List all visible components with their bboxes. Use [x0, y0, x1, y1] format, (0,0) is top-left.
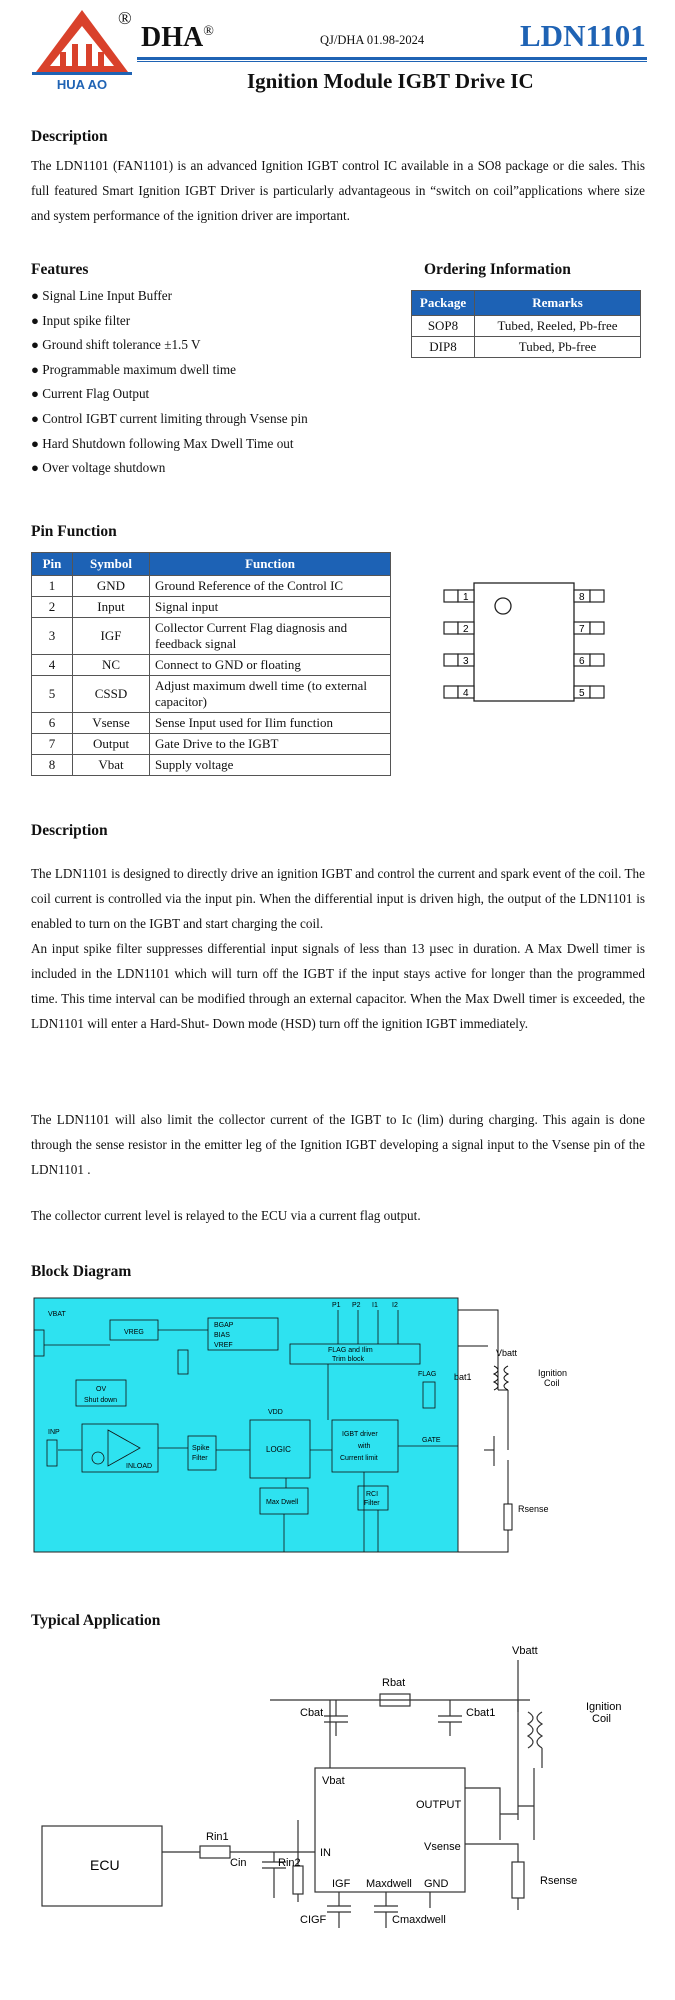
- table-cell: 6: [32, 713, 73, 734]
- label-maxdwell: Max Dwell: [266, 1499, 299, 1506]
- col-symbol: Symbol: [73, 553, 150, 576]
- pin-number: 6: [579, 656, 585, 667]
- table-cell: Tubed, Reeled, Pb-free: [475, 316, 641, 337]
- feature-item: ● Signal Line Input Buffer: [31, 288, 173, 303]
- feature-item: ● Input spike filter: [31, 312, 131, 328]
- table-row: [412, 337, 641, 358]
- standard-number: QJ/DHA 01.98-2024: [320, 33, 425, 47]
- label-ov: OV: [96, 1386, 107, 1393]
- col-pin: Pin: [32, 553, 73, 576]
- feature-item: ● Hard Shutdown following Max Dwell Time out: [31, 435, 294, 451]
- table-cell: GND: [73, 576, 150, 597]
- brand-name: DHA®: [141, 22, 214, 53]
- label-coil-2: Coil: [544, 1378, 560, 1388]
- document-title: Ignition Module IGBT Drive IC: [247, 69, 534, 93]
- table-cell: SOP8: [412, 316, 475, 337]
- col-function: Function: [150, 553, 391, 576]
- table-cell: 5: [32, 676, 73, 713]
- label-cbat1: Cbat1: [466, 1707, 496, 1719]
- table-cell: CSSD: [73, 676, 150, 713]
- label-rcfilter: Filter: [364, 1500, 380, 1507]
- label-rin1: Rin1: [206, 1831, 229, 1843]
- label-vref: VREF: [214, 1342, 233, 1349]
- feature-item: ● Programmable maximum dwell time: [31, 361, 237, 377]
- package-outline: [440, 580, 610, 710]
- label-p1: P1: [332, 1302, 341, 1309]
- table-cell: 1: [32, 576, 73, 597]
- table-cell: 8: [32, 755, 73, 776]
- label-inload: INLOAD: [126, 1463, 153, 1470]
- table-cell: Connect to GND or floating: [150, 655, 391, 676]
- typical-application-heading: Typical Application: [31, 1612, 161, 1629]
- ordering-header-row: [412, 291, 641, 316]
- label-vsense: Vsense: [424, 1841, 461, 1853]
- label-vbatt: Vbatt: [496, 1348, 518, 1358]
- feature-item: ● Ground shift tolerance ±1.5 V: [31, 337, 201, 353]
- pin-number: 1: [463, 592, 469, 603]
- label-ecu: ECU: [90, 1857, 120, 1873]
- label-rin2: Rin2: [278, 1857, 301, 1869]
- label-in: IN: [320, 1847, 331, 1859]
- description2-paragraph: The LDN1101 will also limit the collector current of the IGBT to Ic (lim) during charging. This again is done through the sense resistor in the emitter leg of the Ignition IGBT developing a signal input to the Vsense pin of the LDN1101 .: [31, 1112, 645, 1177]
- col-remarks: Remarks: [475, 291, 641, 316]
- label-rbat: Rbat: [382, 1677, 406, 1689]
- company-name: HUA AO: [56, 77, 108, 92]
- label-bias: BIAS: [214, 1332, 230, 1339]
- label-vreg: VREG: [124, 1329, 144, 1336]
- description2-paragraph: An input spike filter suppresses differential input signals of less than 13 µsec in duration. A Max Dwell timer is included in the LDN1101 which will turn off the IGBT if the input stays active for longer than the programmed time. This time interval can be modified through an external capacitor. When the Max Dwell timer is exceeded, the LDN1101 will enter a Hard-Shut- Down mode (HSD) turn off the ignition IGBT immediately.: [31, 941, 645, 1031]
- label-inp: INP: [48, 1429, 60, 1436]
- label-vbat: VBAT: [48, 1311, 66, 1318]
- pin-number: 4: [463, 688, 469, 699]
- table-row: [32, 655, 391, 676]
- label-gate: GATE: [422, 1437, 441, 1444]
- label-cigf: CIGF: [300, 1914, 327, 1926]
- table-cell: IGF: [73, 618, 150, 655]
- label-igbt: IGBT driver: [342, 1431, 378, 1438]
- table-cell: DIP8: [412, 337, 475, 358]
- description-heading: Description: [31, 128, 108, 145]
- pin-number: 3: [463, 656, 469, 667]
- ordering-heading: Ordering Information: [424, 261, 571, 278]
- label-shutdown: Shut down: [84, 1397, 118, 1404]
- pin-number: 7: [579, 624, 585, 635]
- description2-paragraph: The LDN1101 is designed to directly drive an ignition IGBT and control the current and spark event of the coil. The coil current is controlled via the input pin. When the differential input is driven high, the output of the LDN1101 is enabled to turn on the IGBT and start charging the coil.: [31, 866, 645, 931]
- table-row: [32, 618, 391, 655]
- model-number: LDN1101: [520, 18, 646, 53]
- table-cell: Tubed, Pb-free: [475, 337, 641, 358]
- description2-paragraph: The collector current level is relayed to the ECU via a current flag output.: [31, 1208, 421, 1223]
- typical-application-diagram: [30, 1640, 645, 1940]
- description2-heading: Description: [31, 822, 108, 839]
- table-row: [32, 734, 391, 755]
- block-diagram-heading: Block Diagram: [31, 1263, 132, 1280]
- block-diagram: [28, 1290, 646, 1585]
- col-package: Package: [412, 291, 475, 316]
- features-list: [31, 284, 411, 481]
- label-cin: Cin: [230, 1857, 247, 1869]
- pin-table: [31, 552, 391, 776]
- label-igbt-with: with: [358, 1443, 371, 1450]
- label-igf: IGF: [332, 1878, 351, 1890]
- ordering-table: [411, 290, 641, 358]
- table-cell: Collector Current Flag diagnosis and feedback signal: [150, 618, 391, 655]
- label-maxdwell: Maxdwell: [366, 1878, 412, 1890]
- label-rsense: Rsense: [518, 1504, 549, 1514]
- table-cell: 4: [32, 655, 73, 676]
- table-cell: Gate Drive to the IGBT: [150, 734, 391, 755]
- table-row: [412, 316, 641, 337]
- pin-number: 5: [579, 688, 585, 699]
- table-cell: Signal input: [150, 597, 391, 618]
- table-cell: Ground Reference of the Control IC: [150, 576, 391, 597]
- pin-number: 8: [579, 592, 585, 603]
- pin-function-heading: Pin Function: [31, 523, 117, 540]
- label-coil: Ignition: [538, 1368, 568, 1378]
- table-cell: Vsense: [73, 713, 150, 734]
- label-vbat: Vbat: [322, 1775, 345, 1787]
- label-coil-2: Coil: [592, 1713, 611, 1725]
- label-vbatt: Vbatt: [512, 1645, 538, 1657]
- label-rsense: Rsense: [540, 1875, 578, 1887]
- table-cell: Vbat: [73, 755, 150, 776]
- feature-item: ● Control IGBT current limiting through Vsense pin: [31, 410, 308, 426]
- label-flag: FLAG: [418, 1371, 437, 1378]
- table-cell: Supply voltage: [150, 755, 391, 776]
- label-bgap: BGAP: [214, 1322, 234, 1329]
- label-bat1: bat1: [454, 1372, 472, 1382]
- label-vdd: VDD: [268, 1409, 283, 1416]
- table-row: [32, 713, 391, 734]
- label-trim: Trim block: [332, 1356, 365, 1363]
- header-rule-thin: [137, 61, 647, 62]
- label-output: OUTPUT: [416, 1799, 462, 1811]
- table-row: [32, 676, 391, 713]
- label-p2: P2: [352, 1302, 361, 1309]
- label-i2: I2: [392, 1302, 398, 1309]
- label-logic: LOGIC: [266, 1445, 291, 1454]
- features-heading: Features: [31, 261, 89, 278]
- table-cell: Input: [73, 597, 150, 618]
- table-cell: Output: [73, 734, 150, 755]
- label-igbt-limit: Current limit: [340, 1455, 378, 1462]
- table-cell: Sense Input used for Ilim function: [150, 713, 391, 734]
- table-cell: Adjust maximum dwell time (to external capacitor): [150, 676, 391, 713]
- label-filter: Filter: [192, 1455, 208, 1462]
- registered-mark: ®: [118, 8, 132, 28]
- table-cell: 3: [32, 618, 73, 655]
- label-flag-trim: FLAG and Ilim: [328, 1347, 373, 1354]
- table-row: [32, 755, 391, 776]
- label-cmaxdwell: Cmaxdwell: [392, 1914, 446, 1926]
- pin-header-row: [32, 553, 391, 576]
- label-gnd: GND: [424, 1878, 449, 1890]
- table-row: [32, 597, 391, 618]
- table-cell: 7: [32, 734, 73, 755]
- label-coil: Ignition: [586, 1701, 622, 1713]
- feature-item: ● Over voltage shutdown: [31, 460, 166, 476]
- label-spike: Spike: [192, 1445, 210, 1452]
- feature-item: ● Current Flag Output: [31, 386, 150, 402]
- header-rule: [137, 57, 647, 60]
- pin-number: 2: [463, 624, 469, 635]
- label-cbat: Cbat: [300, 1707, 324, 1719]
- table-row: [32, 576, 391, 597]
- label-i1: I1: [372, 1302, 378, 1309]
- table-cell: NC: [73, 655, 150, 676]
- table-cell: 2: [32, 597, 73, 618]
- label-rci: RCI: [366, 1491, 379, 1498]
- description-text: The LDN1101 (FAN1101) is an advanced Ignition IGBT control IC available in a SO8 package or die sales. This full featured Smart Ignition IGBT Driver is particularly advantageous in “switch on coil”applications where size and system performance of the ignition driver are important.: [31, 158, 645, 223]
